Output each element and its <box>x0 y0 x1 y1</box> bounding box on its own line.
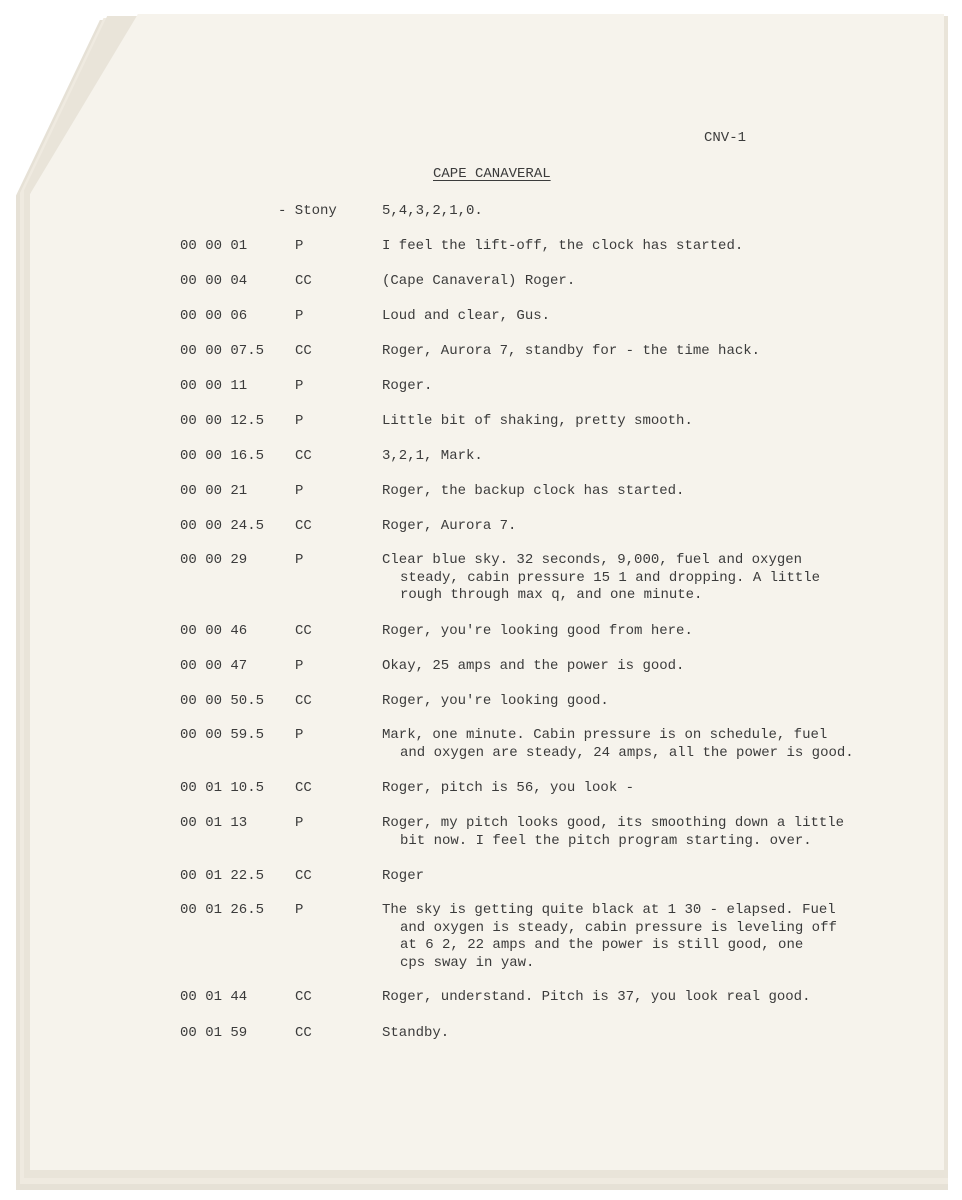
entry-time: 00 01 44 <box>180 989 248 1005</box>
entry-speaker: CC <box>295 518 312 534</box>
entry-line: bit now. I feel the pitch program starting. over. <box>400 832 812 849</box>
entry-line: Roger, the backup clock has started. <box>382 483 685 499</box>
entry-text <box>382 658 882 676</box>
entry-time: 00 00 06 <box>180 308 248 324</box>
entry-line: Roger. <box>382 378 433 394</box>
entry-time: 00 00 01 <box>180 238 248 254</box>
entry-text <box>382 727 882 762</box>
entry-speaker: P <box>295 413 304 429</box>
entry-speaker: P <box>295 483 304 499</box>
entry-speaker: CC <box>295 989 312 1005</box>
entry-time: 00 00 07.5 <box>180 343 265 359</box>
entry-time: 00 00 04 <box>180 273 248 289</box>
entry-line: Roger, understand. Pitch is 37, you look real good. <box>382 989 811 1005</box>
entry-time: 00 00 21 <box>180 483 248 499</box>
page-title: CAPE CANAVERAL <box>433 166 551 182</box>
entry-text <box>382 623 882 641</box>
entry-line: and oxygen are steady, 24 amps, all the power is good. <box>400 744 854 761</box>
entry-line: I feel the lift-off, the clock has started. <box>382 238 744 254</box>
entry-line: cps sway in yaw. <box>400 954 535 971</box>
entry-speaker: CC <box>295 868 312 884</box>
entry-line: Roger, pitch is 56, you look - <box>382 780 635 796</box>
entry-line: Clear blue sky. 32 seconds, 9,000, fuel and oxygen <box>382 552 803 568</box>
entry-speaker: CC <box>295 693 312 709</box>
entry-speaker: CC <box>295 448 312 464</box>
entry-speaker: CC <box>295 1025 312 1041</box>
entry-time: 00 00 50.5 <box>180 693 265 709</box>
entry-time: 00 00 46 <box>180 623 248 639</box>
entry-line: 5,4,3,2,1,0. <box>382 203 483 219</box>
entry-time: 00 01 13 <box>180 815 248 831</box>
entry-line: (Cape Canaveral) Roger. <box>382 273 576 289</box>
entry-text <box>382 868 882 886</box>
entry-speaker: P <box>295 378 304 394</box>
entry-line: and oxygen is steady, cabin pressure is leveling off <box>400 919 837 936</box>
entry-text <box>382 902 882 972</box>
entry-line: Standby. <box>382 1025 450 1041</box>
entry-time: 00 00 47 <box>180 658 248 674</box>
entry-time: 00 00 24.5 <box>180 518 265 534</box>
entry-speaker: P <box>295 308 304 324</box>
entry-line: Loud and clear, Gus. <box>382 308 551 324</box>
entry-text <box>382 238 882 256</box>
entry-speaker: P <box>295 727 304 743</box>
entry-text <box>382 780 882 798</box>
entry-time: 00 01 26.5 <box>180 902 265 918</box>
entry-speaker: P <box>295 552 304 568</box>
entry-text <box>382 343 882 361</box>
entry-speaker: CC <box>295 780 312 796</box>
entry-speaker: CC <box>295 343 312 359</box>
entry-line: steady, cabin pressure 15 1 and dropping. A little <box>400 569 821 586</box>
entry-text <box>382 308 882 326</box>
entry-text <box>382 203 882 221</box>
entry-line: Mark, one minute. Cabin pressure is on schedule, fuel <box>382 727 828 743</box>
entry-time: 00 00 29 <box>180 552 248 568</box>
entry-line: Okay, 25 amps and the power is good. <box>382 658 685 674</box>
entry-line: at 6 2, 22 amps and the power is still good, one <box>400 937 804 953</box>
entry-time: 00 00 11 <box>180 378 248 394</box>
entry-time: 00 00 16.5 <box>180 448 265 464</box>
entry-speaker: P <box>295 902 304 918</box>
entry-time: 00 01 22.5 <box>180 868 265 884</box>
entry-text <box>382 815 882 850</box>
entry-line: Roger, you're looking good from here. <box>382 623 693 639</box>
entry-line: The sky is getting quite black at 1 30 - elapsed. Fuel <box>382 902 836 918</box>
entry-speaker: CC <box>295 623 312 639</box>
entry-line: Roger, my pitch looks good, its smoothing down a little <box>382 815 845 831</box>
entry-speaker: P <box>295 658 304 674</box>
entry-speaker: - Stony <box>278 203 337 219</box>
entry-text <box>382 413 882 431</box>
entry-text <box>382 483 882 501</box>
entry-text <box>382 989 882 1007</box>
entry-text <box>382 448 882 466</box>
entry-line: Roger, Aurora 7. <box>382 518 517 534</box>
entry-time: 00 00 59.5 <box>180 727 265 743</box>
entry-line: Roger, you're looking good. <box>382 693 609 709</box>
entry-speaker: P <box>295 238 304 254</box>
entry-line: Roger <box>382 868 425 884</box>
entry-text <box>382 552 882 605</box>
entry-text <box>382 518 882 536</box>
entry-speaker: P <box>295 815 304 831</box>
entry-speaker: CC <box>295 273 312 289</box>
entry-text <box>382 693 882 711</box>
entry-line: 3,2,1, Mark. <box>382 448 483 464</box>
entry-line: Roger, Aurora 7, standby for - the time hack. <box>382 343 761 359</box>
entry-line: rough through max q, and one minute. <box>400 587 703 603</box>
entry-text <box>382 1025 882 1043</box>
entry-line: Little bit of shaking, pretty smooth. <box>382 413 693 429</box>
page-identifier: CNV-1 <box>704 130 747 146</box>
entry-text <box>382 273 882 291</box>
entry-time: 00 00 12.5 <box>180 413 265 429</box>
entry-time: 00 01 59 <box>180 1025 248 1041</box>
entry-text <box>382 378 882 396</box>
entry-time: 00 01 10.5 <box>180 780 265 796</box>
